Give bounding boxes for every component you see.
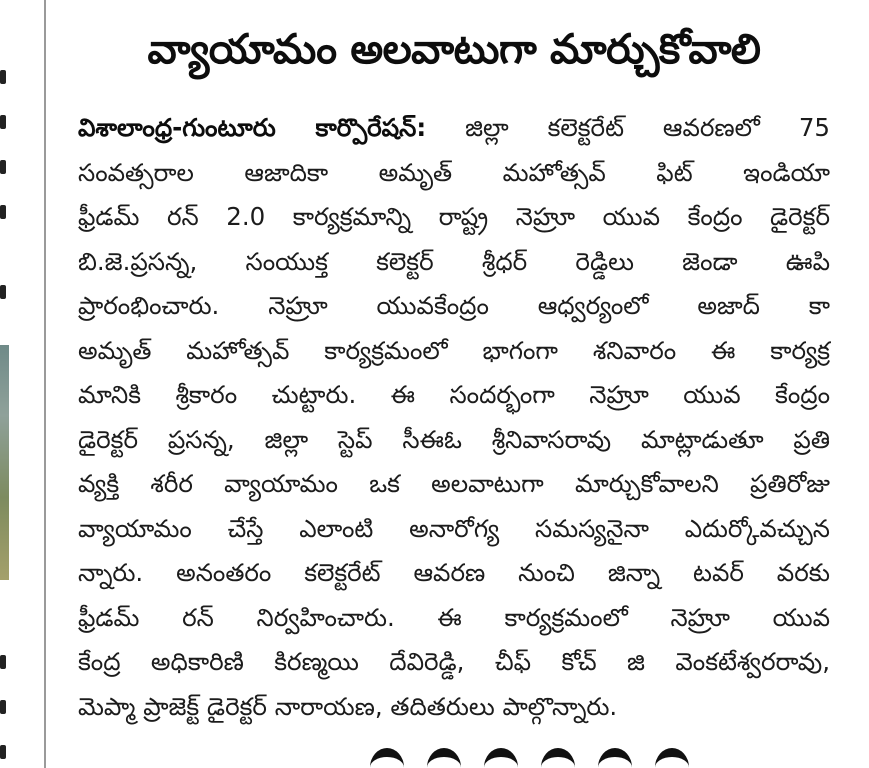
article-line-text: జిల్లా కలెక్టరేట్ ఆవరణలో 75 (465, 113, 830, 142)
adjacent-text-fragment (0, 70, 6, 84)
article-line: సంవత్సరాల ఆజాదికా అమృత్ మహోత్సవ్ ఫిట్ ఇండియా (78, 157, 830, 187)
adjacent-text-fragment (0, 160, 6, 174)
article-headline: వ్యాయామం అలవాటుగా మార్చుకోవాలి (147, 25, 761, 73)
news-article (78, 20, 830, 729)
article-line: అమృత్ మహోత్సవ్ కార్యక్రమంలో భాగంగా శనివారం ఈ కార్యక్ర (78, 335, 830, 365)
next-article-headline-fragment (370, 748, 730, 768)
adjacent-text-fragment (0, 285, 6, 299)
article-line: డైరెక్టర్ ప్రసన్న, జిల్లా స్టెప్ సీఈఓ శ్రీనివాసరావు మాట్లాడుతూ ప్రతి (78, 424, 830, 454)
article-line: వ్యాయామం చేస్తే ఎలాంటి అనారోగ్య సమస్యనైనా ఎదుర్కోవచ్చున (78, 513, 830, 543)
article-line: మానికి శ్రీకారం చుట్టారు. ఈ సందర్భంగా నెహ్రూ యువ కేంద్రం (78, 380, 830, 409)
article-line: ఫ్రీడమ్ రన్ 2.0 కార్యక్రమాన్ని రాష్ట్ర నెహ్రూ యువ కేంద్రం డైరెక్టర్ (78, 202, 830, 231)
article-line (78, 106, 830, 151)
adjacent-text-fragment (0, 655, 6, 669)
article-line: న్నారు. అనంతరం కలెక్టరేట్ ఆవరణ నుంచి జిన్నా టవర్ వరకు (78, 558, 830, 587)
article-line: వ్యక్తి శరీర వ్యాయామం ఒక అలవాటుగా మార్చుకోవాలని ప్రతిరోజు (78, 469, 830, 498)
cropped-glyph (427, 748, 461, 768)
column-divider (44, 0, 46, 768)
adjacent-column-fragment (0, 0, 16, 768)
cropped-glyph (655, 748, 689, 768)
article-line: బి.జె.ప్రసన్న, సంయుక్త కలెక్టర్ శ్రీధర్ రెడ్డిలు జెండా ఊపి (78, 246, 830, 276)
cropped-glyph (598, 748, 632, 768)
adjacent-text-fragment (0, 745, 6, 759)
article-line: ప్రారంభించారు. నెహ్రూ యువకేంద్రం ఆధ్వర్యంలో అజాద్ కా (78, 291, 830, 320)
article-line: మెప్మా ప్రాజెక్ట్ డైరెక్టర్ నారాయణ, తదితరులు పాల్గొన్నారు. (78, 691, 618, 721)
article-body (78, 106, 830, 729)
adjacent-text-fragment (0, 115, 6, 129)
adjacent-text-fragment (0, 205, 6, 219)
adjacent-photo-edge (0, 345, 9, 580)
cropped-glyph (370, 748, 404, 768)
article-dateline: విశాలాంధ్ర-గుంటూరు కార్పొరేషన్: (78, 113, 427, 142)
cropped-glyph (484, 748, 518, 768)
cropped-glyph (541, 748, 575, 768)
adjacent-text-fragment (0, 700, 6, 714)
article-line: ఫ్రీడమ్ రన్ నిర్వహించారు. ఈ కార్యక్రమంలో నెహ్రూ యువ (78, 602, 830, 632)
article-line: కేంద్ర అధికారిణి కిరణ్మయి దేవిరెడ్డి, చీఫ్ కోచ్ జి వెంకటేశ్వరరావు, (78, 647, 830, 676)
